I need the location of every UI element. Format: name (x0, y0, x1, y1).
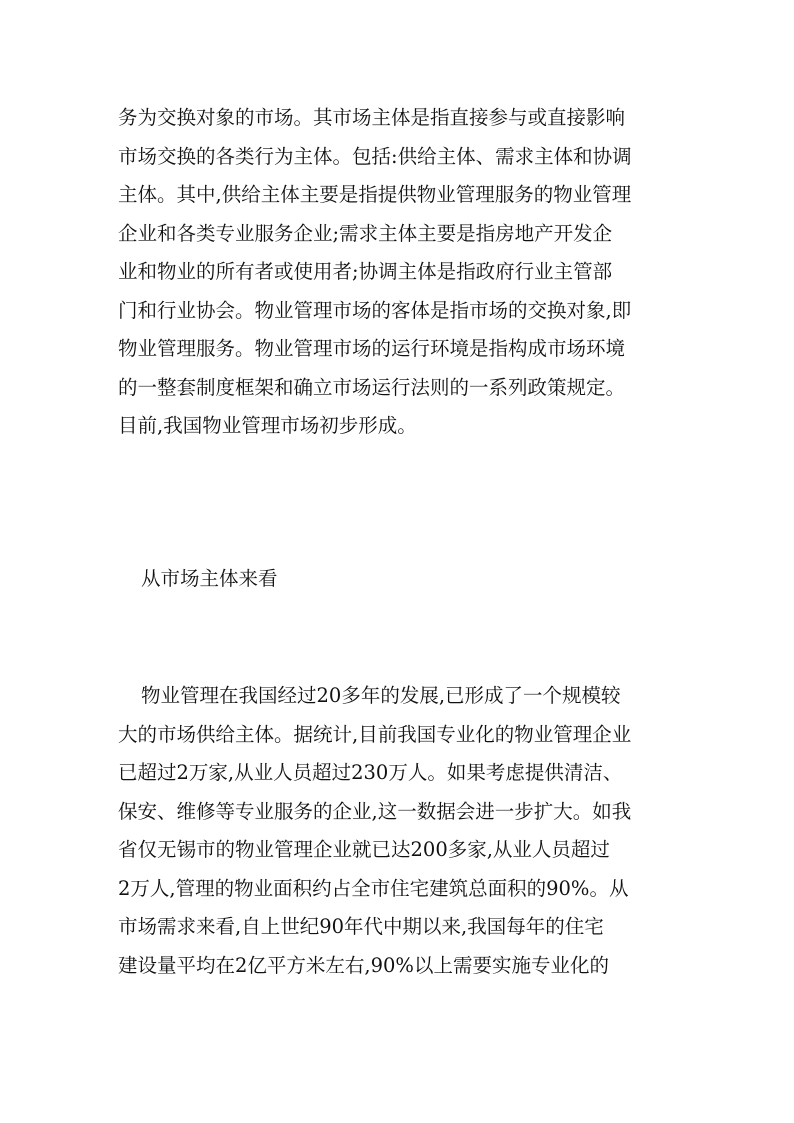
paragraph-market-definition (118, 99, 678, 446)
text-line: 保安、维修等专业服务的企业,这一数据会进一步扩大。如我 (118, 799, 632, 823)
text-line: 市场交换的各类行为主体。包括:供给主体、需求主体和协调 (118, 144, 632, 168)
text-line: 目前,我国物业管理市场初步形成。 (118, 414, 417, 437)
text-line: 物业管理服务。物业管理市场的运行环境是指构成市场环境 (118, 337, 626, 360)
text-line: 省仅无锡市的物业管理企业就已达200多家,从业人员超过 (118, 838, 610, 861)
text-line: 大的市场供给主体。据统计,目前我国专业化的物业管理企业 (118, 722, 632, 746)
text-line: 建设量平均在2亿平方米左右,90%以上需要实施专业化的 (118, 953, 609, 977)
text-line: 门和行业协会。物业管理市场的客体是指市场的交换对象,即 (118, 298, 632, 322)
section-heading: 从市场主体来看 (141, 567, 278, 590)
text-line: 的一整套制度框架和确立市场运行法则的一系列政策规定。 (118, 375, 626, 399)
text-line: 物业管理在我国经过20多年的发展,已形成了一个规模较 (141, 684, 621, 707)
text-line: 业和物业的所有者或使用者;协调主体是指政府行业主管部 (118, 260, 613, 283)
text-line: 企业和各类专业服务企业;需求主体主要是指房地产开发企 (118, 221, 613, 245)
text-line: 已超过2万家,从业人员超过230万人。如果考虑提供清洁、 (118, 761, 623, 784)
text-line: 市场需求来看,自上世纪90年代中期以来,我国每年的住宅 (118, 915, 604, 938)
text-line: 主体。其中,供给主体主要是指提供物业管理服务的物业管理 (118, 183, 632, 206)
text-line: 2万人,管理的物业面积约占全市住宅建筑总面积的90%。从 (118, 876, 629, 900)
text-line: 务为交换对象的市场。其市场主体是指直接参与或直接影响 (118, 106, 626, 129)
paragraph-market-subjects (118, 677, 678, 985)
